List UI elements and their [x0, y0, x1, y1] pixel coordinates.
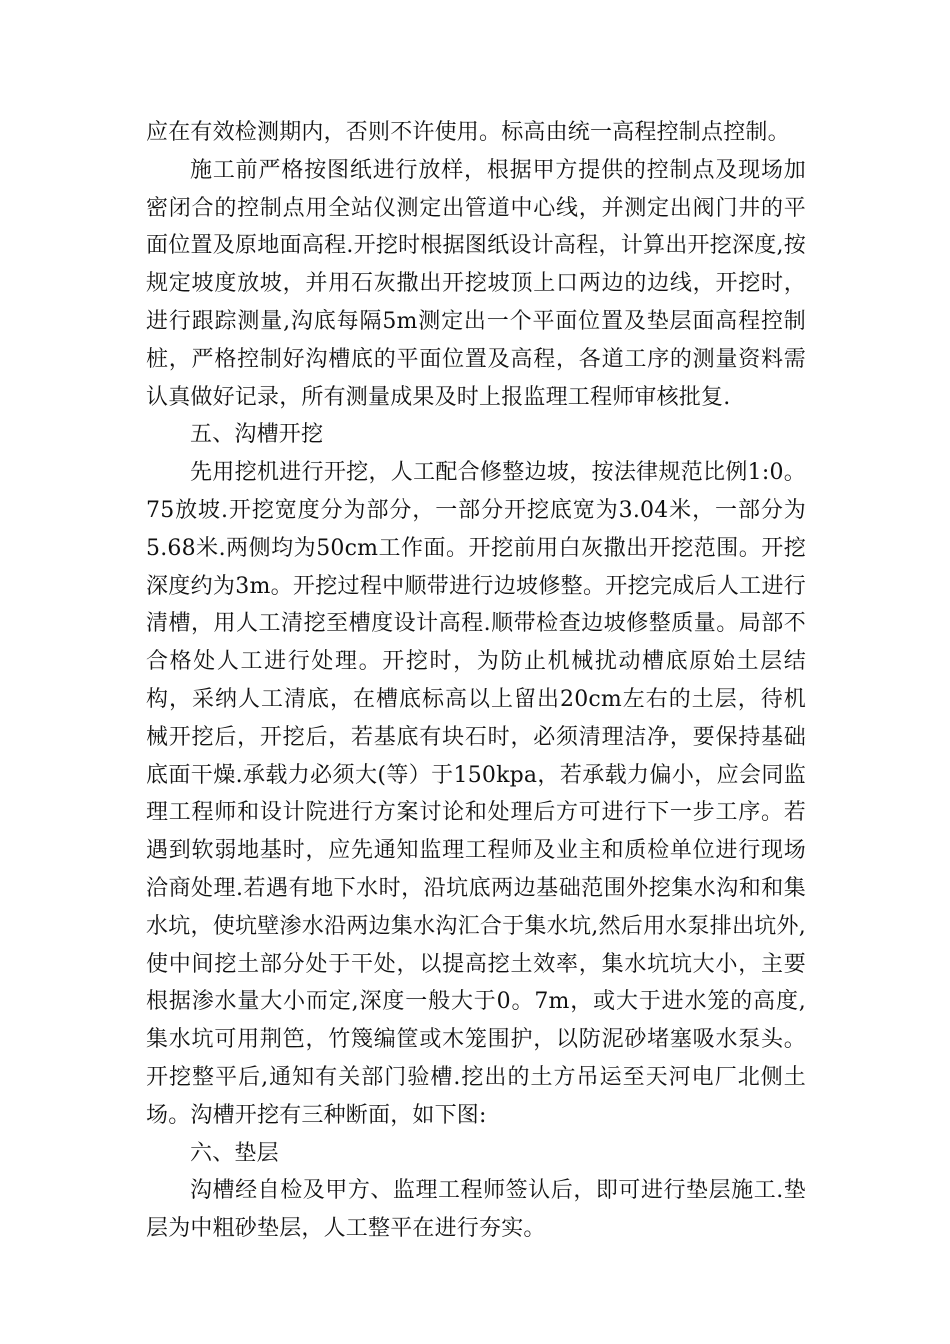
- section-heading-cushion-layer: 六、垫层: [190, 1140, 279, 1166]
- paragraph-cushion-layer: 沟槽经自检及甲方、监理工程师签认后，即可进行垫层施工.垫层为中粗砂垫层，人工整平在进行夯实。: [146, 1178, 806, 1242]
- document-body: [146, 114, 806, 1248]
- paragraph-trench-excavation: 先用挖机进行开挖，人工配合修整边坡，按法律规范比例1:0。75放坡.开挖宽度分为部分，一部分开挖底宽为3.04米，一部分为5.68米.两侧均为50cm工作面。开挖前用白灰撒出开挖范围。开挖深度约为3m。开挖过程中顺带进行边坡修整。开挖完成后人工进行清槽，用人工清挖至槽度设计高程.顺带检查边坡修整质量。局部不合格处人工进行处理。开挖时，为防止机械扰动槽底原始土层结构，采纳人工清底，在槽底标高以上留出20cm左右的土层，待机械开挖后，开挖后，若基底有块石时，必须清理洁净，要保持基础底面干燥.承载力必须大(等）于150kpa，若承载力偏小，应会同监理工程师和设计院进行方案讨论和处理后方可进行下一步工序。若遇到软弱地基时，应先通知监理工程师及业主和质检单位进行现场洽商处理.若遇有地下水时，沿坑底两边基础范围外挖集水沟和和集水坑，使坑壁渗水沿两边集水沟汇合于集水坑,然后用水泵排出坑外,使中间挖土部分处于干处，以提高挖土效率，集水坑坑大小，主要根据渗水量大小而定,深度一般大于0。7m，或大于进水笼的高度,集水坑可用荆笆，竹篾编筐或木笼围护，以防泥砂堵塞吸水泵头。开挖整平后,通知有关部门验槽.挖出的土方吊运至天河电厂北侧土场。沟槽开挖有三种断面，如下图:: [146, 460, 806, 1128]
- section-heading-trench-excavation: 五、沟槽开挖: [190, 422, 324, 448]
- paragraph-continuation: 应在有效检测期内，否则不许使用。标高由统一高程控制点控制。: [146, 120, 790, 145]
- paragraph-survey-layout: 施工前严格按图纸进行放样，根据甲方提供的控制点及现场加密闭合的控制点用全站仪测定出管道中心线，并测定出阀门井的平面位置及原地面高程.开挖时根据图纸设计高程，计算出开挖深度,按规定坡度放坡，并用石灰撒出开挖坡顶上口两边的边线，开挖时，进行跟踪测量,沟底每隔5m测定出一个平面位置及垫层面高程控制桩，严格控制好沟槽底的平面位置及高程，各道工序的测量资料需认真做好记录，所有测量成果及时上报监理工程师审核批复.: [146, 157, 806, 410]
